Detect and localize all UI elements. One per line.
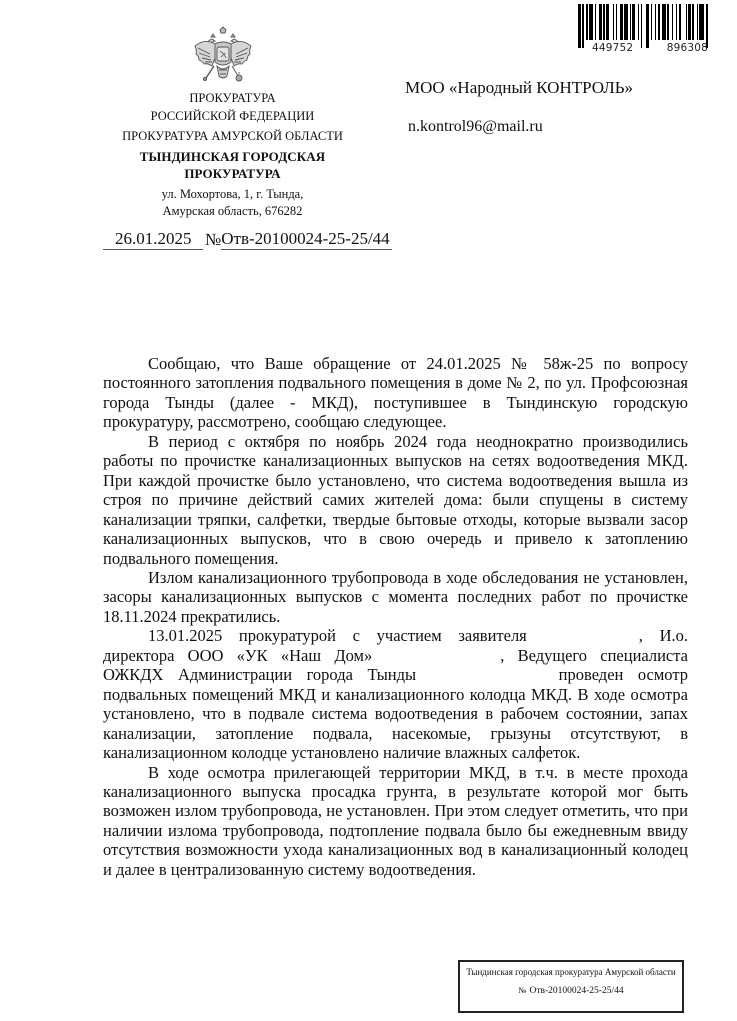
stamp-number: Отв-20100024-25-25/44 [529, 986, 624, 996]
russian-coat-of-arms-icon [190, 26, 256, 88]
paragraph-2: В период с октября по ноябрь 2024 года неоднократно производились работы по прочистке канализационных выпусков на сетях водоотведения МКД. При каждой прочистке было установлено, что система водоотведения вышла из строя по причине действий самих жителей дома: были спущены в систему канализации тряпки, салфетки, твердые бытовые отходы, которые вызвали засор канализационных выпусков, что в свою очередь и привело к затоплению подвального помещения. [103, 431, 688, 568]
paragraph-4-part-d: проведен осмотр подвальных помещений МКД и канализационного колодца МКД. В ходе осмотра установлено, что в подвале система водоотведения в рабочем состоянии, запах канализации, затопление подвала, насекомые, грызуны отсутствуют, в канализационном колодце установлено наличие влажных салфеток. [103, 665, 689, 763]
paragraph-3: Излом канализационного трубопровода в ходе обследования не установлен, засоры канализационных выпусков с момента последних работ по прочистке 18.11.2024 прекратились. [103, 567, 688, 626]
paragraph-4-part-b: , И.о. директора ООО «УК «Наш Дом» [103, 626, 688, 665]
registration-line [103, 229, 392, 250]
paragraph-4 [103, 626, 688, 762]
registration-date: 26.01.2025 [103, 229, 203, 250]
org-line-2: РОССИЙСКОЙ ФЕДЕРАЦИИ [150, 108, 315, 123]
paragraph-1: Сообщаю, что Ваше обращение от 24.01.2025 № 58ж-25 по вопросу постоянного затопления подвального помещения в доме № 2, по ул. Профсоюзная города Тынды (далее - МКД), поступившее в Тындинскую городскую прокуратуру, рассмотрено, сообщаю следующее. [103, 354, 688, 432]
paragraph-4-part-c: , Ведущего специалиста ОЖКДХ Администрации города Тынды [103, 645, 688, 685]
addressee-email: n.kontrol96@mail.ru [408, 118, 543, 135]
stamp-organisation: Тындинская городская прокуратура Амурской области [466, 967, 676, 977]
paragraph-4-part-a: 13.01.2025 прокуратурой с участием заявителя [148, 626, 527, 646]
sender-header [100, 90, 365, 221]
registration-number: Отв-20100024-25-25/44 [221, 229, 390, 248]
org-line-1: ПРОКУРАТУРА [189, 91, 276, 105]
org-name-bold-2: ПРОКУРАТУРА [184, 166, 281, 181]
org-line-3: ПРОКУРАТУРА АМУРСКОЙ ОБЛАСТИ [122, 129, 343, 143]
barcode-left-number: 449752 [592, 42, 634, 54]
stamp-number-sign: № [518, 985, 527, 995]
stamp-number-line [460, 985, 682, 997]
letter-body [103, 354, 688, 879]
org-name-bold-1: ТЫНДИНСКАЯ ГОРОДСКАЯ [139, 148, 326, 164]
number-sign: № [205, 230, 222, 249]
addressee-name: МОО «Народный КОНТРОЛЬ» [405, 78, 634, 97]
org-address-1: ул. Мохортова, 1, г. Тында, [161, 186, 304, 201]
barcode-right-number: 896308 [666, 42, 708, 54]
barcode [578, 4, 710, 52]
barcode-numbers [578, 42, 710, 54]
paragraph-5: В ходе осмотра прилегающей территории МКД, в т.ч. в месте прохода канализационного выпуска просадка грунта, в результате которой мог быть возможен излом трубопровода, не установлен. При этом следует отметить, что при наличии излома трубопровода, подтопление подвала было бы ежедневным ввиду отсутствия возможности ухода канализационных вод в канализационный колодец и далее в централизованную систему водоотведения. [103, 762, 688, 879]
barcode-bars [578, 4, 710, 40]
registration-stamp [458, 960, 684, 1013]
org-address-2: Амурская область, 676282 [162, 204, 303, 218]
